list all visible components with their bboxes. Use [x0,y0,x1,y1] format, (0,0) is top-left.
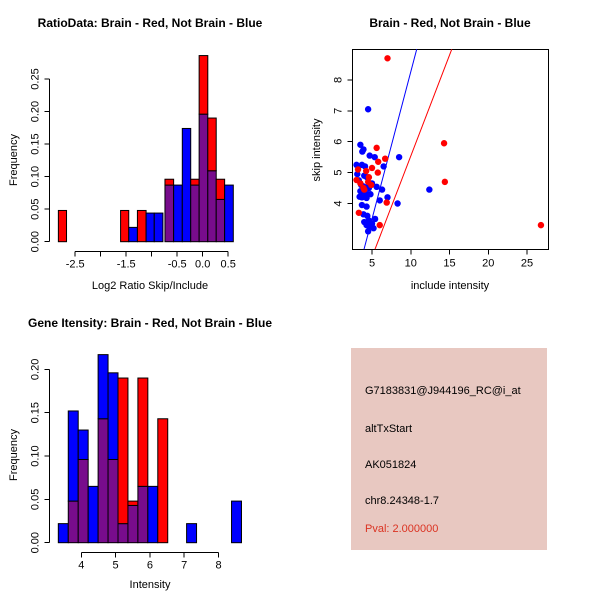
ratio-histogram-canvas [0,0,300,300]
svg-text:5: 5 [368,257,376,270]
gene-intensity-histogram-xlabel: Intensity [129,579,171,591]
probe-id-text: G7183831@J944196_RC@i_at [365,385,521,397]
svg-text:6: 6 [146,559,153,572]
svg-text:0.05: 0.05 [29,488,42,511]
svg-text:0.00: 0.00 [29,230,42,253]
svg-text:0.10: 0.10 [29,165,42,188]
svg-text:5: 5 [332,169,345,176]
intensity-scatter-xlabel: include intensity [410,280,490,292]
gene-intensity-histogram-title: Gene Itensity: Brain - Red, Not Brain - Blue [27,316,273,330]
svg-text:7: 7 [181,559,188,572]
svg-text:0.15: 0.15 [29,401,42,424]
event-type-text: altTxStart [365,423,413,435]
intensity-scatter-canvas [300,0,600,300]
panel-gene-info [300,300,600,600]
svg-text:8: 8 [332,76,345,83]
svg-text:-0.5: -0.5 [167,258,187,271]
intensity-scatter-title: Brain - Red, Not Brain - Blue [369,16,531,30]
svg-text:0.20: 0.20 [29,358,42,381]
locus-text: chr8.24348-1.7 [365,495,439,507]
svg-text:0.10: 0.10 [29,445,42,467]
svg-text:5: 5 [112,559,119,572]
svg-text:0.5: 0.5 [220,258,236,271]
svg-text:6: 6 [332,138,345,145]
panel-intensity-scatter [300,0,600,300]
ratio-histogram-bars [58,56,233,242]
panel-ratio-histogram [0,0,300,300]
svg-text:-1.5: -1.5 [116,258,136,271]
svg-text:25: 25 [520,257,534,270]
svg-text:0.05: 0.05 [29,198,42,220]
svg-text:15: 15 [443,257,456,270]
svg-text:7: 7 [332,107,345,114]
svg-text:0.0: 0.0 [195,258,211,271]
pval-text: Pval: 2.000000 [365,523,439,535]
svg-text:0.20: 0.20 [29,100,42,123]
svg-text:0.00: 0.00 [29,531,42,554]
gene-info-box [351,348,547,550]
svg-text:-2.5: -2.5 [65,258,85,271]
svg-text:0.25: 0.25 [29,68,42,90]
svg-text:20: 20 [482,257,495,270]
gene-intensity-histogram-bars [58,355,241,543]
ratio-histogram-ylabel: Frequency [8,134,20,186]
svg-text:0.15: 0.15 [29,133,42,155]
ratio-histogram-title: RatioData: Brain - Red, Not Brain - Blue [37,16,263,30]
svg-text:8: 8 [215,559,222,572]
svg-text:4: 4 [332,200,345,207]
ratio-histogram-xlabel: Log2 Ratio Skip/Include [91,280,209,292]
gene-intensity-histogram-canvas [0,300,300,600]
svg-text:10: 10 [404,257,417,270]
svg-text:4: 4 [78,559,85,572]
panel-gene-intensity-histogram [0,300,300,600]
gene-intensity-histogram-ylabel: Frequency [8,429,20,481]
accession-text: AK051824 [365,459,417,471]
intensity-scatter-ylabel: skip intensity [311,118,323,182]
